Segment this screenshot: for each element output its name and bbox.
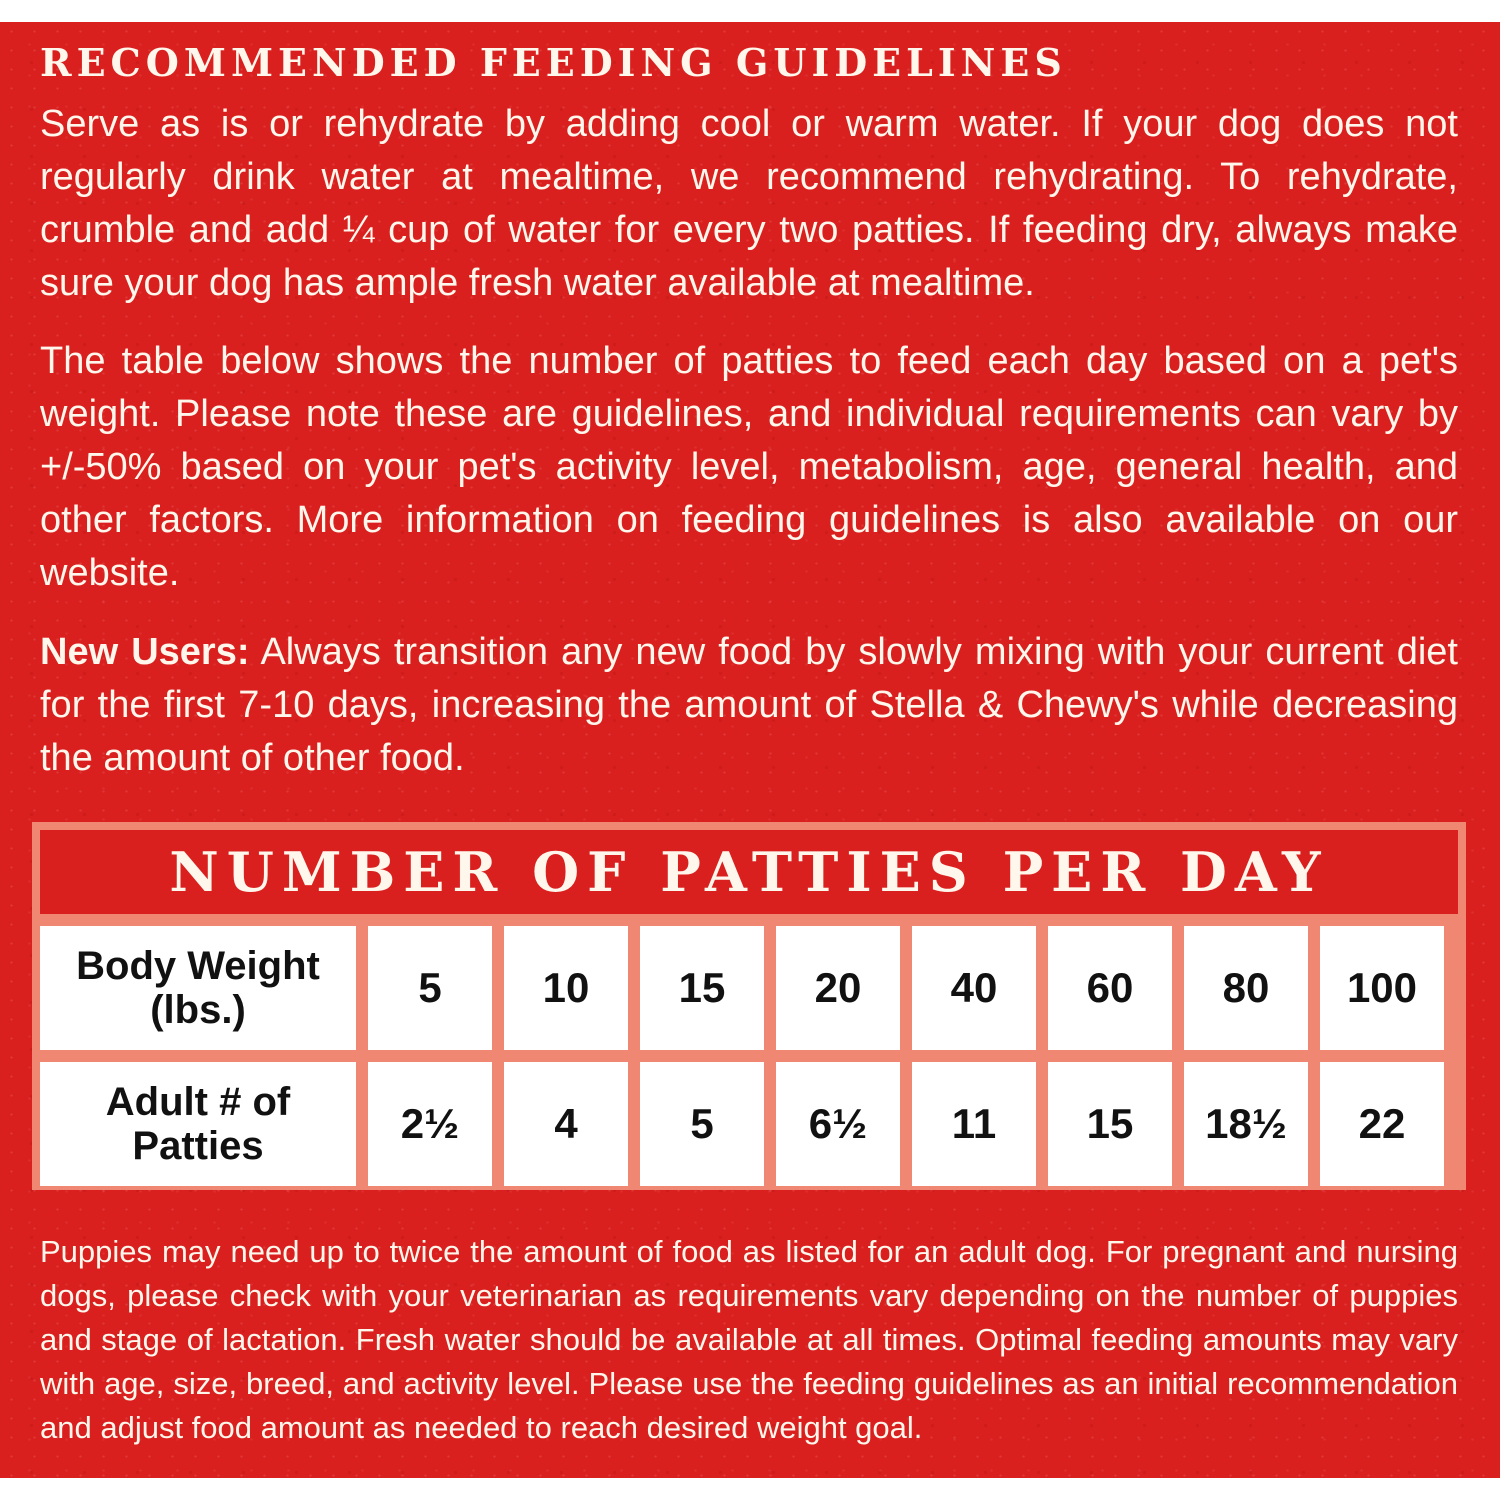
guidelines-heading: RECOMMENDED FEEDING GUIDELINES	[40, 40, 1067, 85]
patties-cell: 11	[912, 1062, 1036, 1186]
new-users-paragraph	[40, 626, 1458, 785]
patties-cell: 2½	[368, 1062, 492, 1186]
puppies-footnote: Puppies may need up to twice the amount of food as listed for an adult dog. For pregnant and nursing dogs, please check with your veterinarian as requirements vary depending on the number of puppies and stage of lactation. Fresh water should be available at all times. Optimal feeding amounts may vary with age, size, breed, and activity level. Please use the feeding guidelines as an initial recommendation and adjust food amount as needed to reach desired weight goal.	[40, 1234, 1458, 1445]
body-weight-row	[40, 926, 1458, 1050]
patties-cell: 18½	[1184, 1062, 1308, 1186]
weight-cell: 5	[368, 926, 492, 1050]
patties-cell: 6½	[776, 1062, 900, 1186]
weight-cell: 40	[912, 926, 1036, 1050]
adult-patties-row	[40, 1062, 1458, 1186]
weight-cell: 100	[1320, 926, 1444, 1050]
weight-cell: 10	[504, 926, 628, 1050]
weight-cell: 15	[640, 926, 764, 1050]
patties-cell: 15	[1048, 1062, 1172, 1186]
table-intro-paragraph: The table below shows the number of patties to feed each day based on a pet's weight. Please note these are guidelines, and individual requirements can vary by +/-50% based on your pet's activity level, metabolism, age, general health, and other factors. More information on feeding guidelines is also available on our website.	[40, 340, 1458, 594]
body-weight-label: Body Weight (lbs.)	[40, 926, 356, 1050]
adult-patties-label: Adult # of Patties	[40, 1062, 356, 1186]
new-users-text: Always transition any new food by slowly mixing with your current diet for the first 7-10 days, increasing the amount of Stella & Chewy's while decreasing the amount of other food.	[40, 631, 1458, 779]
patties-table	[32, 822, 1466, 1190]
weight-cell: 60	[1048, 926, 1172, 1050]
patties-cell: 22	[1320, 1062, 1444, 1186]
weight-cell: 20	[776, 926, 900, 1050]
rehydrate-paragraph: Serve as is or rehydrate by adding cool or warm water. If your dog does not regularly drink water at mealtime, we recommend rehydrating. To rehydrate, crumble and add ¼ cup of water for every two patties. If feeding dry, always make sure your dog has ample fresh water available at mealtime.	[40, 103, 1458, 304]
patties-cell: 4	[504, 1062, 628, 1186]
feeding-guidelines-panel	[0, 22, 1500, 1478]
patties-cell: 5	[640, 1062, 764, 1186]
new-users-lead: New Users:	[40, 631, 250, 673]
weight-cell: 80	[1184, 926, 1308, 1050]
patties-table-title: NUMBER OF PATTIES PER DAY	[40, 830, 1458, 914]
